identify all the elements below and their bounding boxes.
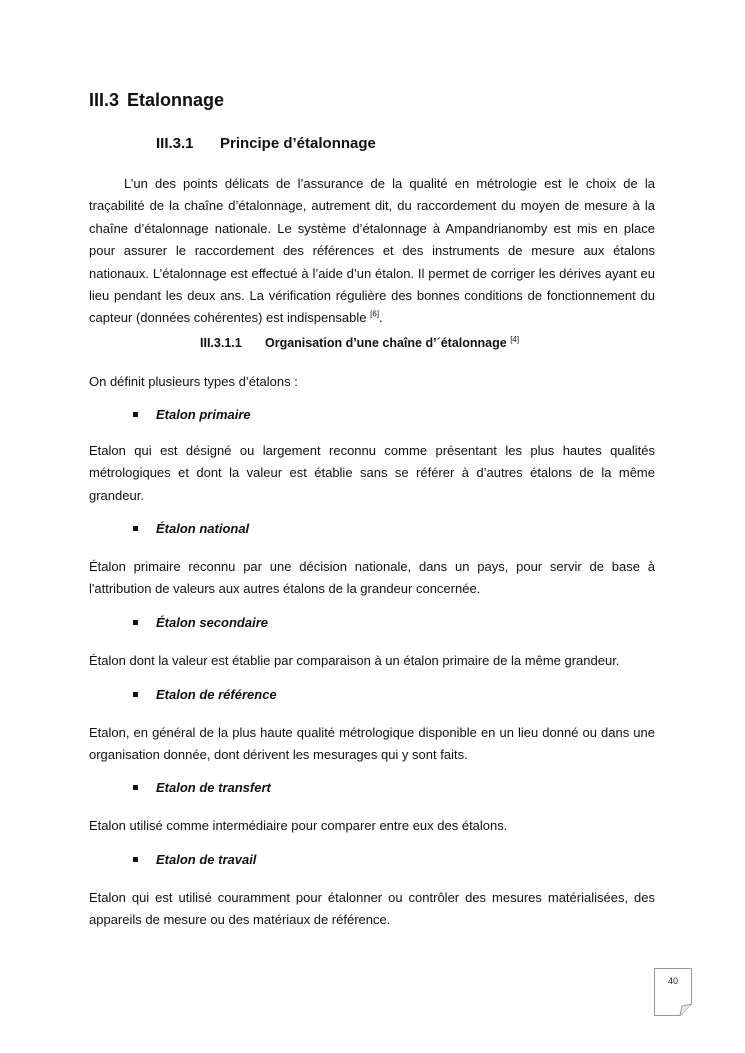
definition-text: Etalon qui est désigné ou largement reconnu comme présentant les plus hautes qualités métrologiques et dont la valeur est établie sans se référer à d’autres étalons de la même grandeur.: [89, 443, 655, 503]
page-number: 40: [667, 976, 678, 986]
term-label: Etalon primaire: [156, 407, 251, 422]
definition-text: Etalon utilisé comme intermédiaire pour comparer entre eux des étalons.: [89, 818, 508, 833]
definition-text: Étalon primaire reconnu par une décision nationale, dans un pays, pour servir de base à l'attribution de valeurs aux autres étalons de la grandeur concernée.: [89, 559, 655, 597]
section-title: Etalonnage: [127, 90, 225, 110]
citation-ref: [6]: [370, 310, 380, 320]
section-number: III.3: [89, 90, 120, 110]
subsubsection-number: III.3.1.1: [200, 336, 242, 350]
section-heading: [89, 90, 224, 111]
list-item-term: [133, 852, 256, 867]
intro-text: On définit plusieurs types d’étalons :: [89, 374, 298, 389]
paragraph-end: .: [379, 310, 383, 326]
square-bullet-icon: [133, 526, 138, 531]
term-label: Etalon de travail: [156, 852, 257, 867]
list-item-term: [133, 521, 249, 536]
list-item-term: [133, 780, 271, 795]
subsection-title: Principe d’étalonnage: [220, 135, 376, 152]
term-label: Etalon de référence: [156, 687, 277, 702]
square-bullet-icon: [133, 692, 138, 697]
list-item-term: [133, 687, 277, 702]
term-label: Etalon de transfert: [156, 780, 271, 795]
term-label: Étalon national: [156, 521, 250, 536]
subsection-heading: [156, 135, 376, 152]
subsection-number: III.3.1: [156, 135, 194, 152]
citation-ref: [4]: [510, 334, 520, 344]
subsubsection-heading: [200, 336, 519, 350]
list-item-term: [133, 615, 268, 630]
square-bullet-icon: [133, 620, 138, 625]
definition-text: Etalon qui est utilisé couramment pour étalonner ou contrôler des mesures matérialisées, des appareils de mesure ou des matériaux de référence.: [89, 890, 655, 928]
square-bullet-icon: [133, 857, 138, 862]
term-label: Étalon secondaire: [156, 615, 268, 630]
square-bullet-icon: [133, 412, 138, 417]
paragraph-text: L’un des points délicats de l’assurance de la qualité en métrologie est le choix de la traçabilité de la chaîne d’étalonnage, autrement dit, du raccordement du moyen de mesure à la chaîne d’étalonnage nationale. Le système d’étalonnage à Ampandrianomby est mis en place pour assurer le raccordement des références et des instruments de mesure aux étalons nationaux. L’étalonnage est effectué à l’aide d’un étalon. Il permet de corriger les dérives ayant eu lieu pendant les deux ans. La vérification régulière des bonnes conditions de fonctionnement du capteur (données cohérentes) est indispensable: [89, 176, 655, 326]
definition-text: Etalon, en général de la plus haute qualité métrologique disponible en un lieu donné ou dans une organisation donnée, dont dérivent les mesurages qui y sont faits.: [89, 725, 655, 763]
definition-text: Étalon dont la valeur est établie par comparaison à un étalon primaire de la même grandeur.: [89, 653, 620, 668]
square-bullet-icon: [133, 785, 138, 790]
paragraph-principe: [89, 173, 655, 330]
list-item-term: [133, 407, 251, 422]
subsubsection-title: Organisation d’une chaîne d’´étalonnage: [265, 336, 507, 350]
page-number-box: [654, 968, 692, 1016]
